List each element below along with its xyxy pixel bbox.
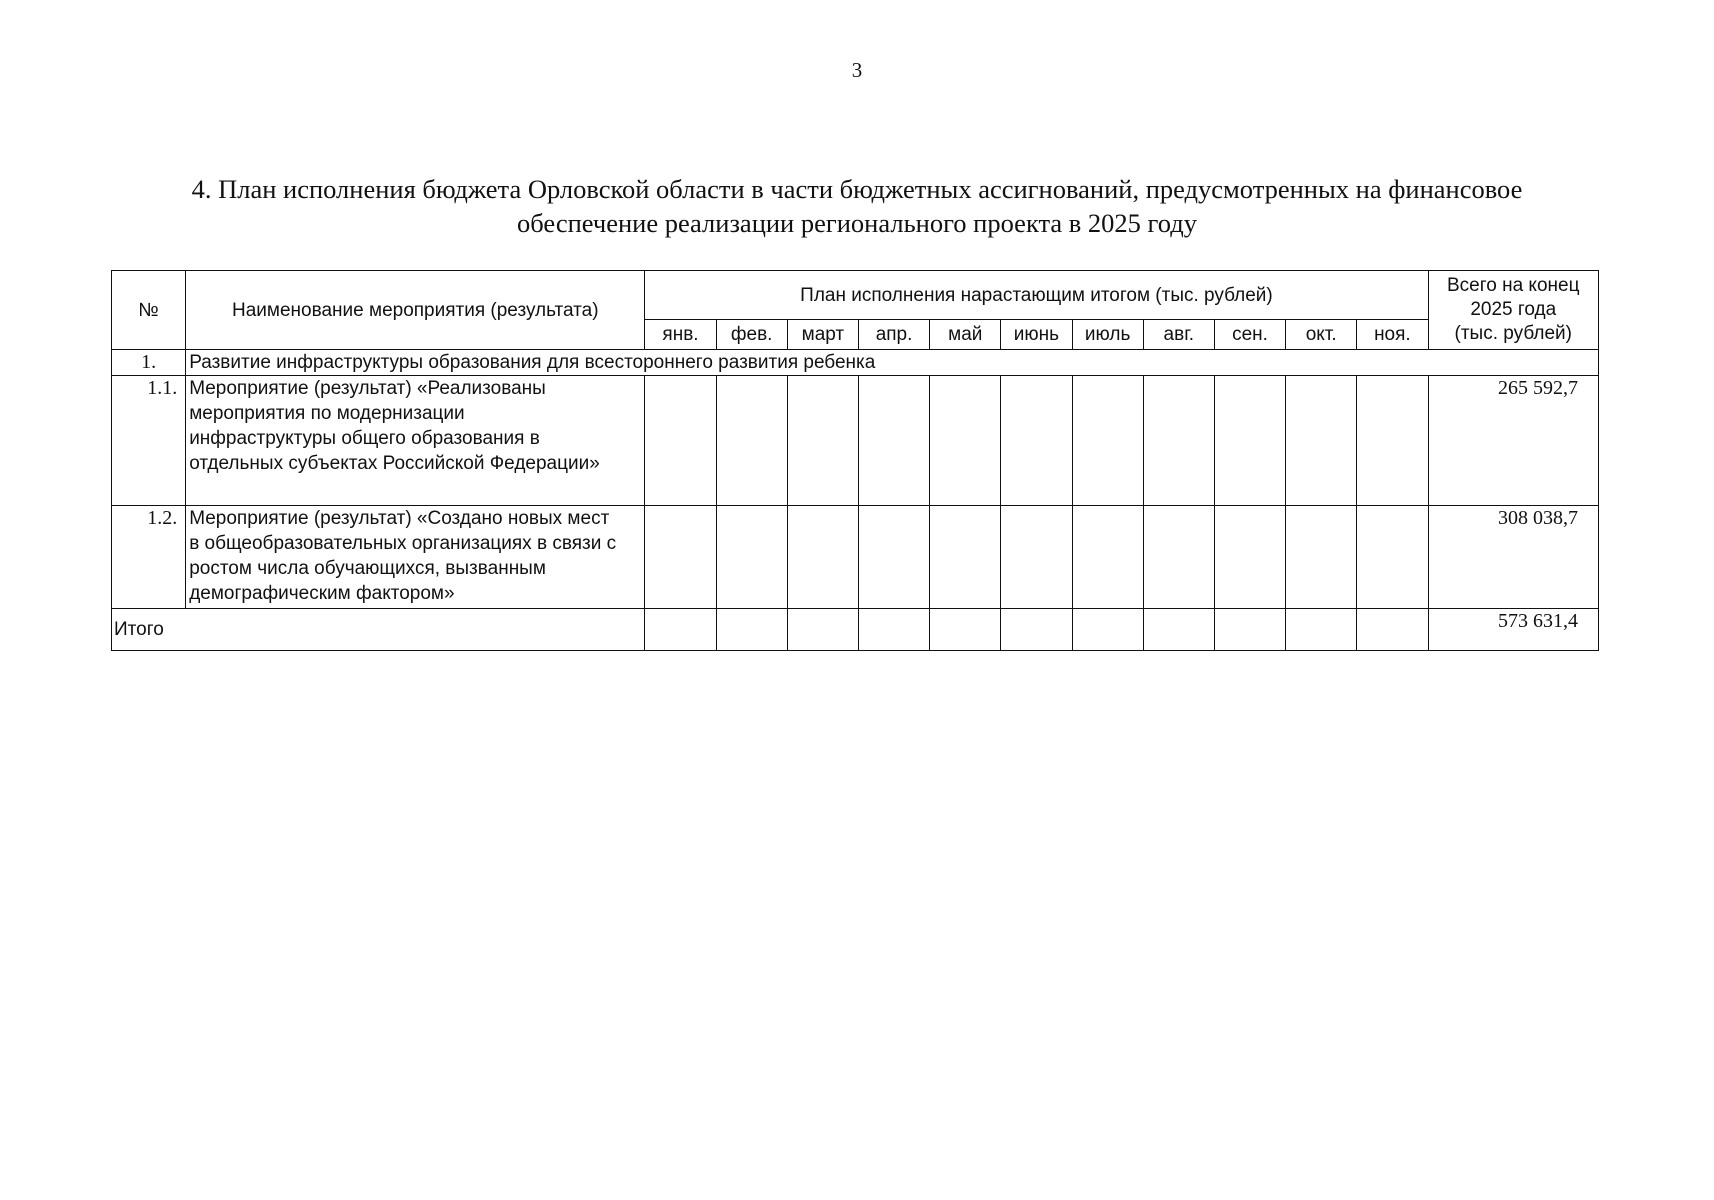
activity-name-line: инфраструктуры общего образования в bbox=[189, 428, 540, 449]
month-cell bbox=[1001, 506, 1072, 609]
activity-name-line: ростом числа обучающихся, вызванным bbox=[189, 558, 546, 579]
month-cell bbox=[858, 506, 929, 609]
month-cell bbox=[787, 376, 858, 506]
activity-name-line: отдельных субъектах Российской Федерации» bbox=[189, 453, 600, 474]
row-activity-name bbox=[186, 506, 645, 609]
month-cell bbox=[858, 376, 929, 506]
section-row bbox=[112, 350, 1599, 376]
month-cell bbox=[645, 506, 716, 609]
row-total: 265 592,7 bbox=[1428, 376, 1599, 506]
month-cell bbox=[645, 609, 716, 651]
month-cell bbox=[930, 376, 1001, 506]
header-month: ноя. bbox=[1357, 320, 1428, 350]
month-cell bbox=[1072, 376, 1143, 506]
row-total: 308 038,7 bbox=[1428, 506, 1599, 609]
month-cell bbox=[1001, 376, 1072, 506]
month-cell bbox=[1143, 376, 1214, 506]
header-month: май bbox=[930, 320, 1001, 350]
activity-name-line: мероприятия по модернизации bbox=[189, 403, 465, 424]
month-cell bbox=[858, 609, 929, 651]
header-month: март bbox=[787, 320, 858, 350]
header-total bbox=[1428, 271, 1599, 350]
budget-plan-table bbox=[111, 270, 1599, 651]
header-month: авг. bbox=[1143, 320, 1214, 350]
header-month: фев. bbox=[716, 320, 787, 350]
month-cell bbox=[1001, 609, 1072, 651]
header-total-line-3: (тыс. рублей) bbox=[1454, 323, 1572, 344]
table-row bbox=[112, 506, 1599, 609]
month-cell bbox=[716, 506, 787, 609]
month-cell bbox=[716, 376, 787, 506]
document-heading bbox=[60, 172, 1654, 240]
itogo-label: Итого bbox=[112, 609, 645, 651]
month-cell bbox=[1072, 506, 1143, 609]
month-cell bbox=[1286, 506, 1357, 609]
month-cell bbox=[1357, 506, 1428, 609]
activity-name-line: в общеобразовательных организациях в связи с bbox=[189, 533, 617, 554]
month-cell bbox=[1214, 609, 1285, 651]
itogo-row bbox=[112, 609, 1599, 651]
month-cell bbox=[1286, 376, 1357, 506]
activity-name-line: демографическим фактором» bbox=[189, 583, 455, 604]
header-activity-name: Наименование мероприятия (результата) bbox=[186, 271, 645, 350]
header-month: янв. bbox=[645, 320, 716, 350]
month-cell bbox=[645, 376, 716, 506]
header-month: сен. bbox=[1214, 320, 1285, 350]
month-cell bbox=[787, 506, 858, 609]
header-month: июнь bbox=[1001, 320, 1072, 350]
month-cell bbox=[716, 609, 787, 651]
row-number: 1.2. bbox=[112, 506, 186, 609]
row-activity-name bbox=[186, 376, 645, 506]
month-cell bbox=[787, 609, 858, 651]
activity-name-line: Мероприятие (результат) «Реализованы bbox=[189, 378, 546, 399]
month-cell bbox=[1357, 376, 1428, 506]
header-month: июль bbox=[1072, 320, 1143, 350]
month-cell bbox=[1214, 506, 1285, 609]
row-number: 1.1. bbox=[112, 376, 186, 506]
header-plan: План исполнения нарастающим итогом (тыс. рублей) bbox=[645, 271, 1428, 320]
header-total-line-1: Всего на конец bbox=[1447, 275, 1580, 296]
heading-line-1: 4. План исполнения бюджета Орловской области в части бюджетных ассигнований, предусмотренных на финансовое bbox=[191, 174, 1523, 204]
section-number: 1. bbox=[112, 350, 186, 376]
month-cell bbox=[930, 609, 1001, 651]
header-total-line-2: 2025 года bbox=[1470, 299, 1557, 320]
section-name: Развитие инфраструктуры образования для всестороннего развития ребенка bbox=[186, 350, 1599, 376]
activity-name-line: Мероприятие (результат) «Создано новых мест bbox=[189, 508, 610, 529]
header-month: окт. bbox=[1286, 320, 1357, 350]
month-cell bbox=[1357, 609, 1428, 651]
header-month: апр. bbox=[858, 320, 929, 350]
header-number: № bbox=[112, 271, 186, 350]
month-cell bbox=[1214, 376, 1285, 506]
table-row bbox=[112, 376, 1599, 506]
month-cell bbox=[930, 506, 1001, 609]
page-number: 3 bbox=[851, 58, 863, 82]
heading-line-2: обеспечение реализации регионального проекта в 2025 году bbox=[517, 208, 1197, 238]
month-cell bbox=[1143, 506, 1214, 609]
month-cell bbox=[1072, 609, 1143, 651]
month-cell bbox=[1286, 609, 1357, 651]
month-cell bbox=[1143, 609, 1214, 651]
itogo-total: 573 631,4 bbox=[1428, 609, 1599, 651]
